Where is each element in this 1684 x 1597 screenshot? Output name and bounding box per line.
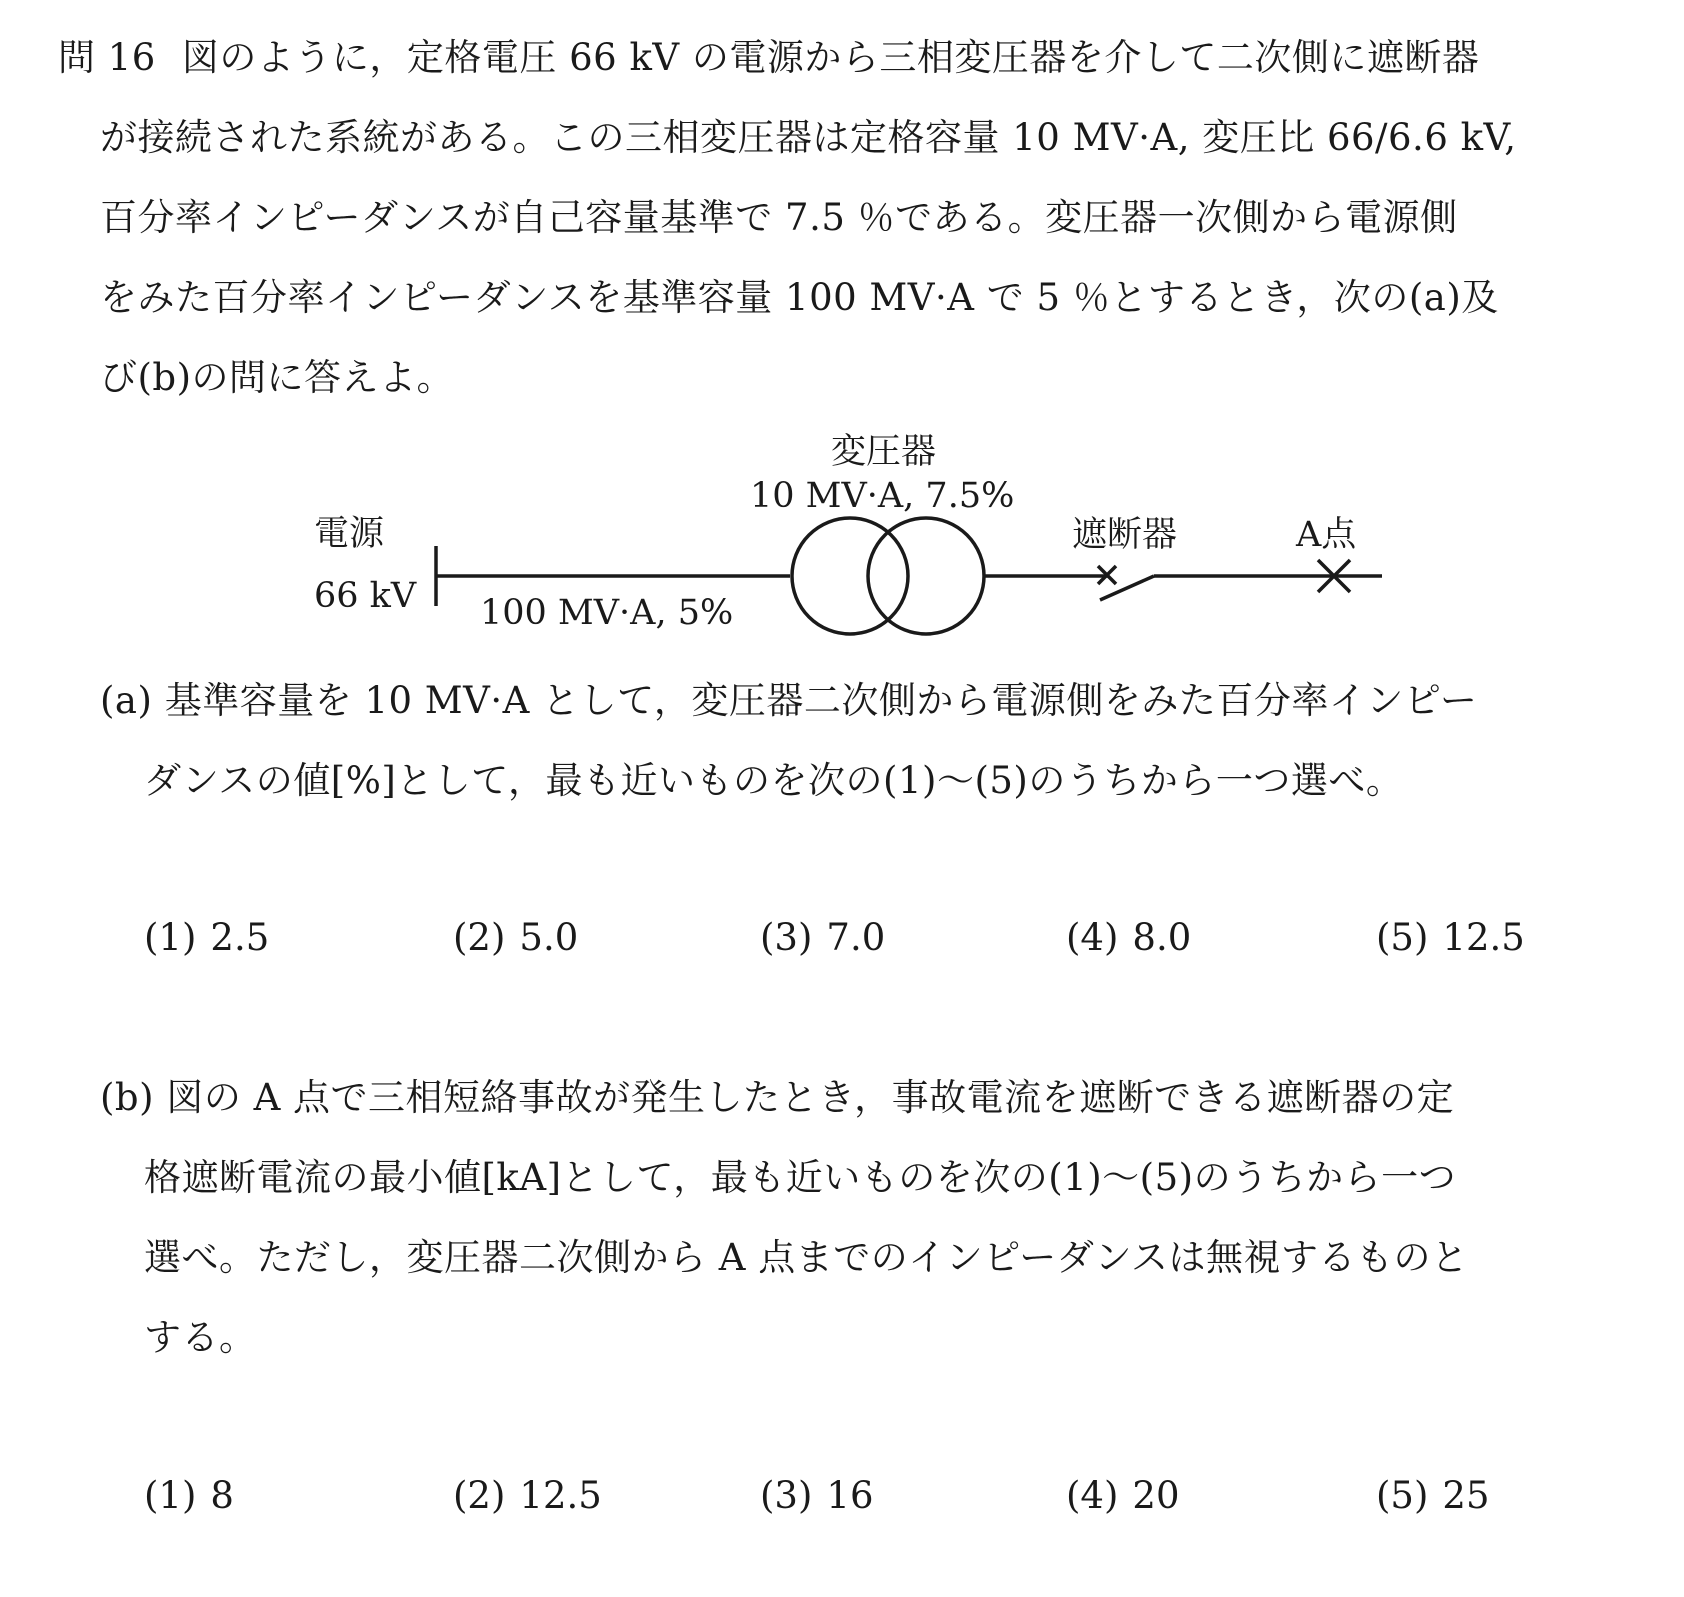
- choice-value: 5.0: [519, 916, 579, 959]
- intro-text-1: 図のように，定格電圧 66 kV の電源から三相変圧器を介して二次側に遮断器: [181, 36, 1480, 79]
- part-b-choice-2[interactable]: [453, 1472, 602, 1520]
- choice-number: (5): [1376, 916, 1429, 959]
- part-a-text-2: ダンスの値[%]として，最も近いものを次の(1)～(5)のうちから一つ選べ。: [144, 759, 1404, 802]
- transformer-rating-label: 10 MV·A, 7.5%: [750, 476, 1015, 516]
- intro-text-4: をみた百分率インピーダンスを基準容量 100 MV·A で 5 ％とするとき，次の(a)及: [100, 276, 1499, 319]
- choice-number: (5): [1376, 1474, 1429, 1517]
- intro-text-5: び(b)の問に答えよ。: [100, 356, 455, 399]
- choice-value: 8.0: [1132, 916, 1192, 959]
- part-b-text-2: 格遮断電流の最小値[kA]として，最も近いものを次の(1)～(5)のうちから一つ: [144, 1156, 1457, 1199]
- breaker-contact: [1100, 576, 1154, 600]
- part-b-choice-3[interactable]: [760, 1472, 874, 1520]
- question-number: 問 16: [58, 36, 156, 79]
- choice-number: (1): [144, 916, 197, 959]
- part-b-choice-1[interactable]: [144, 1472, 234, 1520]
- part-b-choice-5[interactable]: [1376, 1472, 1490, 1520]
- choice-value: 7.0: [826, 916, 886, 959]
- choice-number: (3): [760, 1474, 813, 1517]
- choice-value: 16: [826, 1474, 874, 1517]
- choice-number: (4): [1066, 1474, 1119, 1517]
- transformer-primary-winding: [792, 518, 908, 634]
- breaker-label: 遮断器: [1072, 515, 1178, 555]
- choice-value: 20: [1132, 1474, 1180, 1517]
- part-b-text-3: 選べ。ただし，変圧器二次側から A 点までのインピーダンスは無視するものと: [144, 1236, 1469, 1279]
- intro-text-3: 百分率インピーダンスが自己容量基準で 7.5 ％である。変圧器一次側から電源側: [100, 196, 1458, 239]
- part-a-choice-5[interactable]: [1376, 914, 1525, 962]
- part-b-text-4: する。: [144, 1316, 257, 1359]
- choice-number: (3): [760, 916, 813, 959]
- choice-value: 25: [1442, 1474, 1490, 1517]
- source-label: 電源: [314, 514, 385, 554]
- transformer-label: 変圧器: [831, 432, 937, 472]
- part-a-text-1: (a) 基準容量を 10 MV·A として，変圧器二次側から電源側をみた百分率インピー: [100, 679, 1478, 722]
- choice-value: 12.5: [519, 1474, 602, 1517]
- choice-number: (2): [453, 1474, 506, 1517]
- transformer-secondary-winding: [868, 518, 984, 634]
- choice-number: (2): [453, 916, 506, 959]
- part-a-choice-3[interactable]: [760, 914, 885, 962]
- part-b-text-1: (b) 図の A 点で三相短絡事故が発生したとき，事故電流を遮断できる遮断器の定: [100, 1076, 1455, 1119]
- fault-point-label: A点: [1296, 515, 1357, 555]
- choice-value: 8: [210, 1474, 234, 1517]
- source-impedance-label: 100 MV·A, 5%: [480, 593, 734, 633]
- part-b-choice-4[interactable]: [1066, 1472, 1180, 1520]
- source-voltage-label: 66 kV: [314, 576, 417, 616]
- part-a-choice-4[interactable]: [1066, 914, 1191, 962]
- part-a-choice-1[interactable]: [144, 914, 269, 962]
- intro-text-2: が接続された系統がある。この三相変圧器は定格容量 10 MV·A, 変圧比 66/6.6 kV,: [100, 116, 1517, 159]
- choice-number: (1): [144, 1474, 197, 1517]
- choice-number: (4): [1066, 916, 1119, 959]
- part-a-choice-2[interactable]: [453, 914, 578, 962]
- choice-value: 12.5: [1442, 916, 1525, 959]
- choice-value: 2.5: [210, 916, 270, 959]
